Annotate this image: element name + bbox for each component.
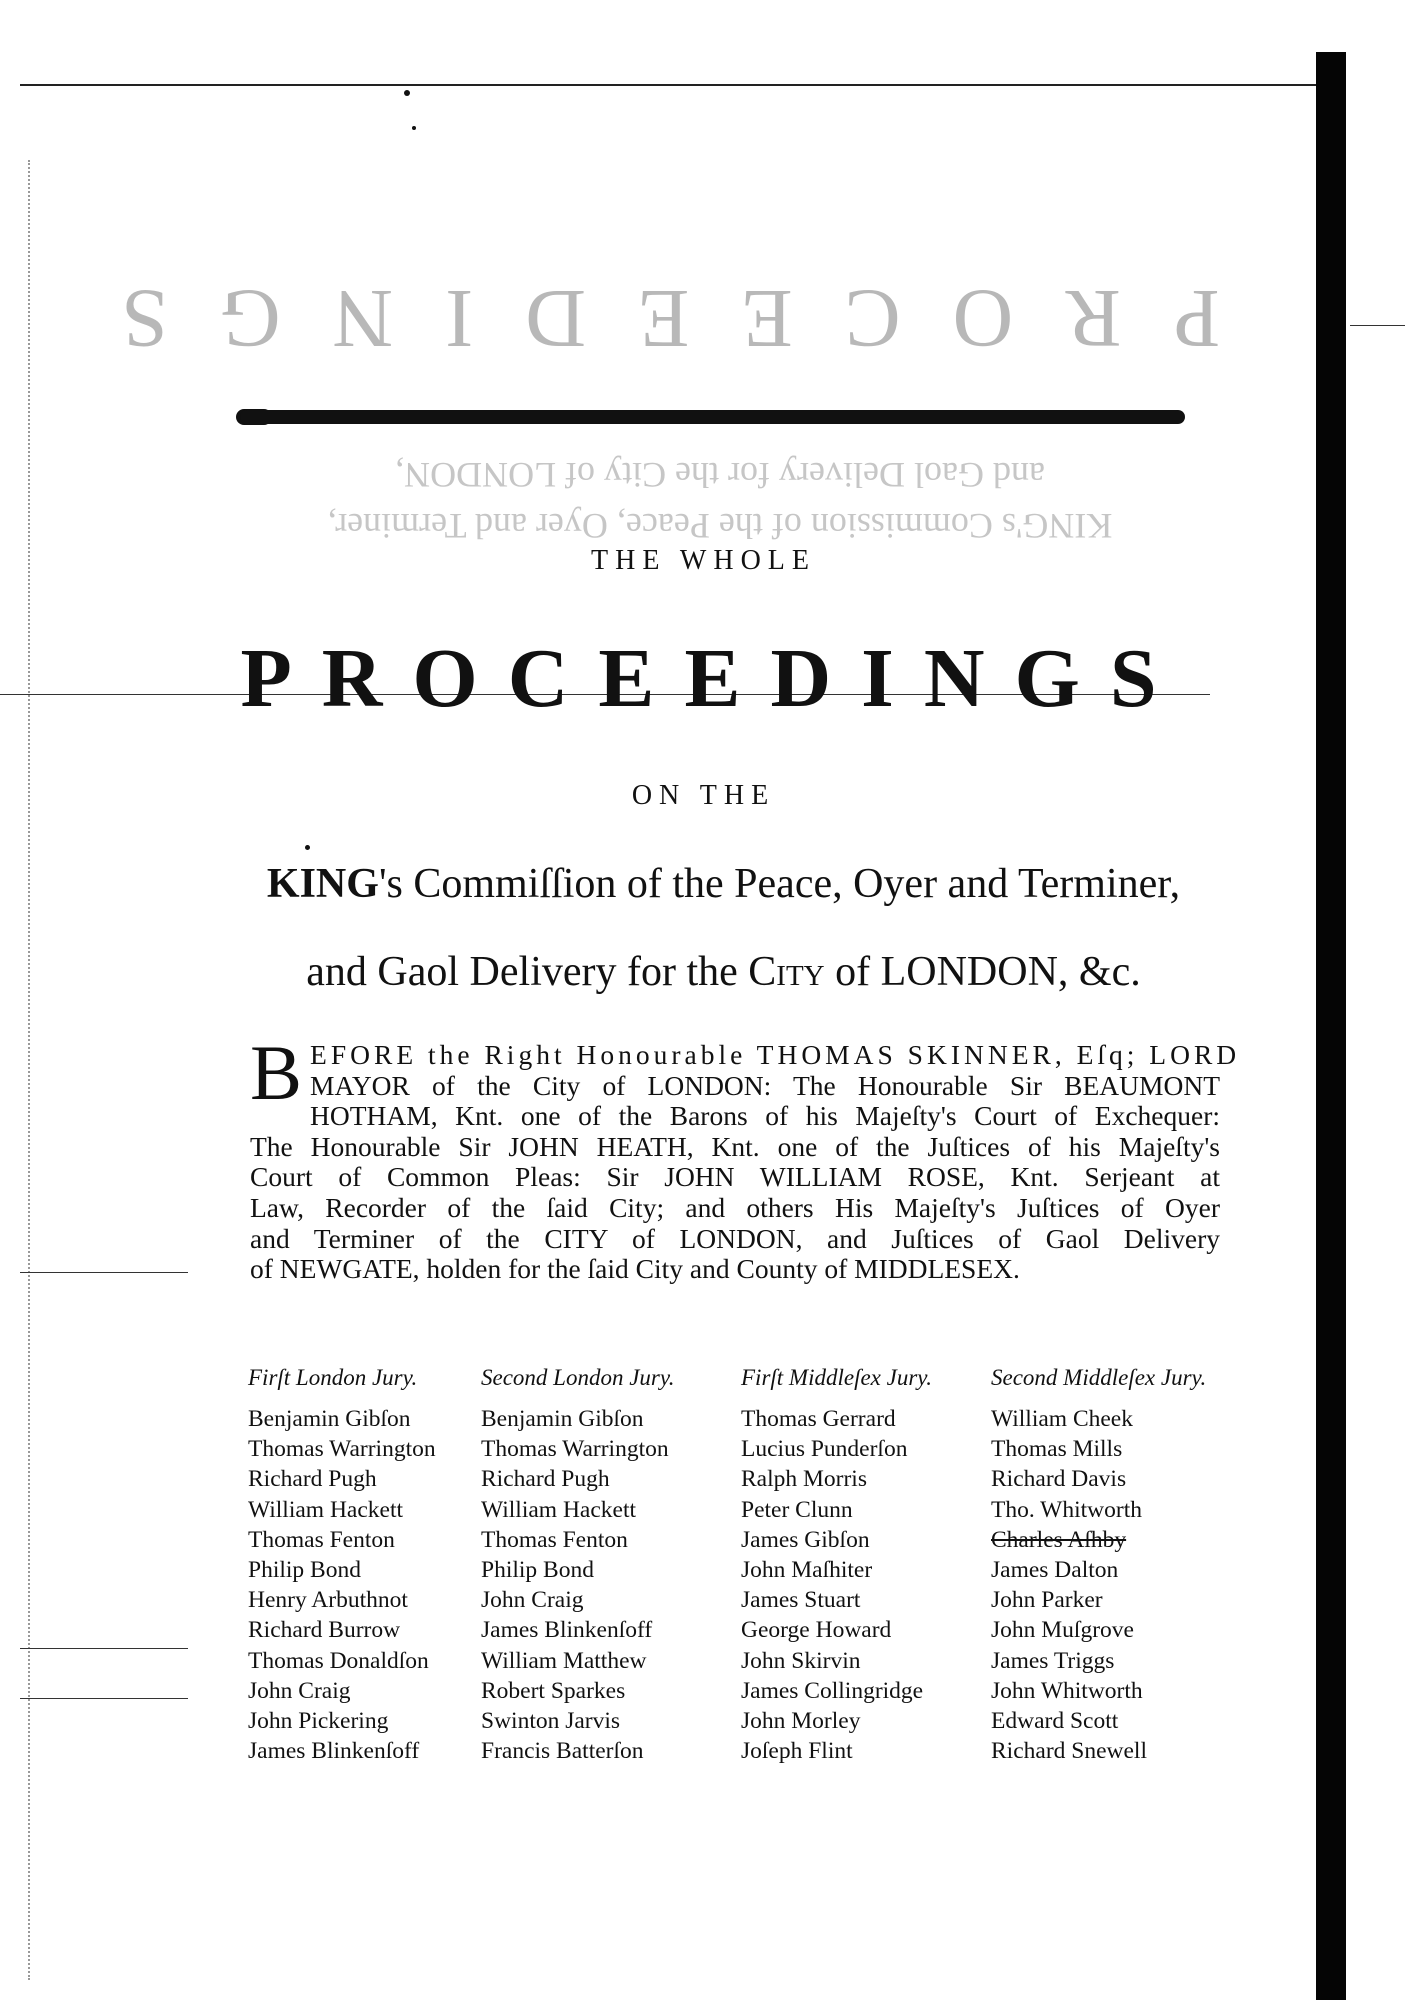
ink-speck <box>404 90 410 96</box>
jury-member: Francis Batterſon <box>481 1738 644 1765</box>
jury-lists <box>248 1360 1238 1766</box>
jury-member: Thomas Warrington <box>248 1436 436 1463</box>
jury-member-list <box>481 1404 741 1766</box>
jury-member: Lucius Punderſon <box>741 1436 908 1463</box>
ink-speck <box>412 126 416 130</box>
jury-member: William Hackett <box>481 1496 637 1523</box>
margin-line <box>20 1648 188 1649</box>
jury-column-second-london <box>481 1360 741 1766</box>
jury-member: Richard Davis <box>991 1466 1127 1493</box>
jury-member: James Stuart <box>741 1587 861 1614</box>
margin-line <box>20 1272 188 1273</box>
jury-member: John Pickering <box>248 1708 389 1735</box>
jury-member: Richard Pugh <box>248 1466 377 1493</box>
jury-heading: Firſt Middleſex Jury. <box>741 1365 932 1390</box>
jury-member: Benjamin Gibſon <box>481 1406 644 1432</box>
jury-member: Robert Sparkes <box>481 1677 626 1704</box>
jury-member: William Matthew <box>481 1647 647 1674</box>
paragraph-line: MAYOR of the City of LONDON: The Honourable Sir BEAUMONT <box>310 1069 1220 1101</box>
jury-member: George Howard <box>741 1617 892 1644</box>
jury-member: James Blinkenſoff <box>481 1617 653 1644</box>
on-the-heading: ON THE <box>631 780 776 811</box>
jury-member: John Morley <box>741 1708 861 1735</box>
jury-member: Thomas Donaldſon <box>248 1647 429 1674</box>
jury-member: Thomas Warrington <box>481 1436 669 1463</box>
gaol-line-start: and Gaol Delivery for the <box>306 949 749 995</box>
jury-member: James Triggs <box>991 1647 1115 1674</box>
jury-member: Charles Aſhby <box>991 1526 1127 1553</box>
jury-member: Philip Bond <box>481 1557 594 1584</box>
the-whole-heading: THE WHOLE <box>591 545 816 576</box>
top-scan-rule <box>20 84 1320 86</box>
jury-member-list <box>991 1404 1238 1766</box>
ink-speck <box>305 845 310 850</box>
paragraph-line: and Terminer of the CITY of LONDON, and Juſtices of Gaol Delivery <box>250 1222 1220 1254</box>
margin-line <box>20 1698 188 1699</box>
kings-word: KING <box>266 861 379 907</box>
paragraph-line: EFORE the Right Honourable THOMAS SKINNER, Eſq; LORD <box>310 1039 1241 1070</box>
drop-cap: B <box>250 1029 303 1116</box>
ornamental-rule <box>240 410 1185 424</box>
gaol-delivery-line <box>20 948 1427 996</box>
jury-heading: Second London Jury. <box>481 1365 675 1390</box>
jury-member: Henry Arbuthnot <box>248 1587 408 1614</box>
jury-member: John Muſgrove <box>991 1617 1134 1644</box>
paragraph-line: HOTHAM, Knt. one of the Barons of his Majeſty's Court of Exchequer: <box>310 1100 1220 1132</box>
jury-member: John Craig <box>481 1587 584 1614</box>
jury-member: John Maſhiter <box>741 1557 873 1584</box>
gaol-line-end: of LONDON, &c. <box>824 949 1141 995</box>
jury-member: Richard Snewell <box>991 1738 1147 1765</box>
jury-member: Thomas Mills <box>991 1436 1123 1463</box>
jury-member: William Cheek <box>991 1406 1133 1432</box>
jury-member: Richard Burrow <box>248 1617 401 1644</box>
paragraph-line: The Honourable Sir JOHN HEATH, Knt. one of the Juſtices of his Majeſty's <box>250 1130 1220 1162</box>
paragraph-line: of NEWGATE, holden for the ſaid City and County of MIDDLESEX. <box>250 1253 1020 1285</box>
gaol-line-city: City <box>748 949 825 995</box>
commission-line <box>20 860 1427 908</box>
jury-member: John Skirvin <box>741 1647 861 1674</box>
jury-member: John Craig <box>248 1677 351 1704</box>
jury-member: Peter Clunn <box>741 1496 853 1523</box>
jury-member: Thomas Gerrard <box>741 1406 896 1432</box>
paragraph-line: Law, Recorder of the ſaid City; and others His Majeſty's Juſtices of Oyer <box>250 1191 1220 1223</box>
paragraph-line: Court of Common Pleas: Sir JOHN WILLIAM ROSE, Knt. Serjeant at <box>250 1161 1220 1193</box>
jury-member: James Dalton <box>991 1557 1119 1584</box>
jury-member: Thomas Fenton <box>248 1526 395 1553</box>
proceedings-title: PROCEEDINGS <box>240 632 1187 725</box>
jury-member: Swinton Jarvis <box>481 1708 621 1735</box>
jury-member: James Blinkenſoff <box>248 1738 420 1765</box>
bleed-through-title: PROCEEDINGS <box>69 272 1220 365</box>
commission-paragraph <box>250 1029 1241 1285</box>
jury-member: Joſeph Flint <box>741 1738 853 1765</box>
jury-member: Richard Pugh <box>481 1466 610 1493</box>
jury-member: John Parker <box>991 1587 1103 1614</box>
jury-member: Edward Scott <box>991 1708 1119 1735</box>
jury-column-second-middlesex <box>991 1360 1238 1766</box>
jury-member: James Collingridge <box>741 1677 924 1704</box>
jury-member: Ralph Morris <box>741 1466 867 1493</box>
jury-member: John Whitworth <box>991 1677 1143 1704</box>
jury-member: Thomas Fenton <box>481 1526 628 1553</box>
jury-member: Philip Bond <box>248 1557 361 1584</box>
jury-member: James Gibſon <box>741 1526 870 1553</box>
left-margin-noise <box>28 160 36 1980</box>
scan-edge-bar <box>1316 52 1346 2000</box>
commission-line-rest: 's Commiſſion of the Peace, Oyer and Terminer, <box>378 861 1181 907</box>
bleed-through-line: KING's Commission of the Peace, Oyer and Terminer, <box>327 506 1113 546</box>
bleed-through-line: and Gaol Delivery for the City of LONDON, <box>395 455 1045 495</box>
jury-member: William Hackett <box>248 1496 404 1523</box>
jury-heading: Second Middleſex Jury. <box>991 1365 1207 1390</box>
jury-member: Benjamin Gibſon <box>248 1406 411 1432</box>
jury-heading: Firſt London Jury. <box>248 1365 418 1390</box>
jury-member: Tho. Whitworth <box>991 1496 1142 1523</box>
jury-column-first-london <box>248 1360 481 1766</box>
jury-member-list <box>741 1404 991 1766</box>
margin-line <box>1350 325 1405 326</box>
jury-member-list <box>248 1404 481 1766</box>
jury-column-first-middlesex <box>741 1360 991 1766</box>
